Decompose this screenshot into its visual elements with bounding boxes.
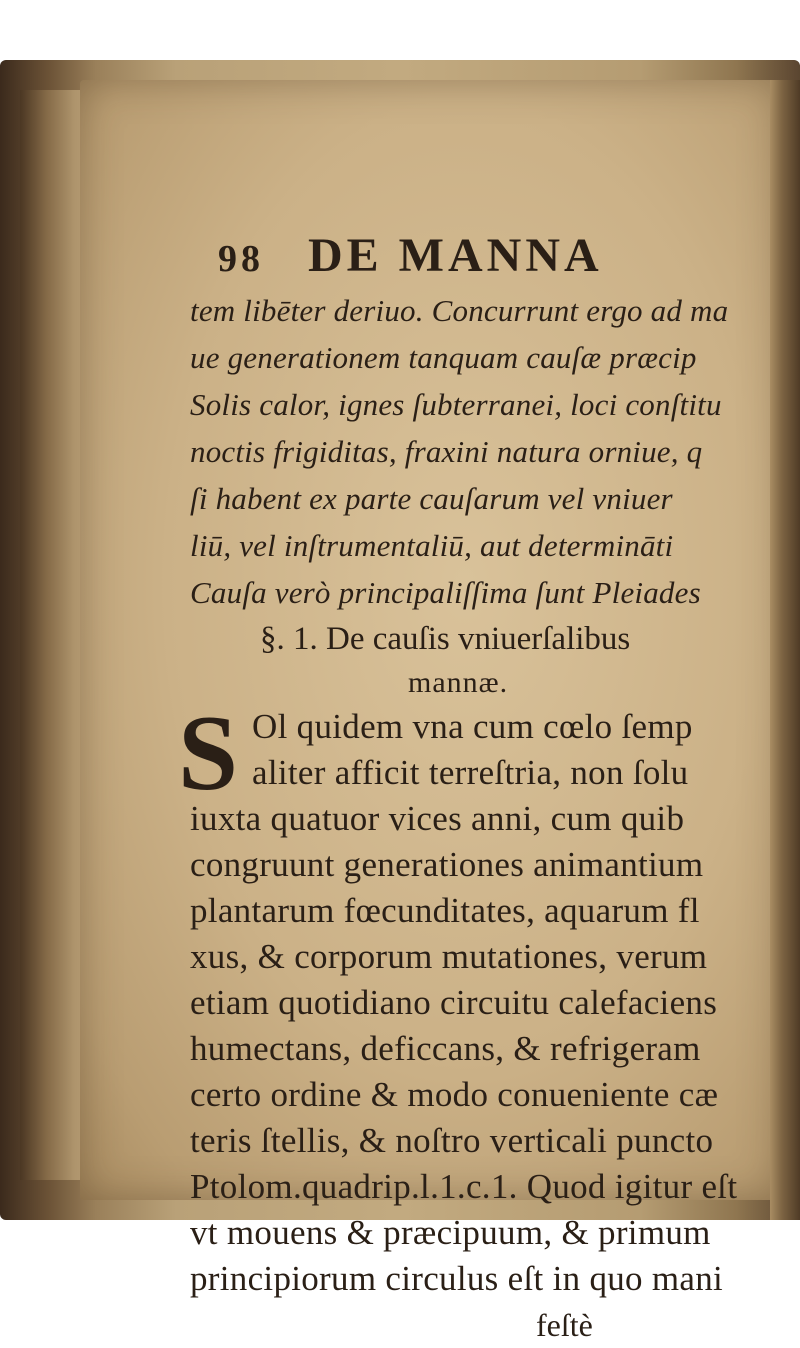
right-page-edge bbox=[770, 80, 800, 1220]
page-text bbox=[178, 228, 770, 1348]
text-line: ue generationem tanquam cauſæ præcip bbox=[190, 340, 697, 375]
text-line: noctis frigiditas, fraxini natura orniue, q bbox=[190, 434, 703, 469]
text-line: liū, vel inſtrumentaliū, aut determināti bbox=[190, 528, 674, 563]
running-header bbox=[218, 228, 770, 287]
text-line: Ptolom.quadrip.l.1.c.1. Quod igitur eſt bbox=[190, 1167, 738, 1206]
running-title: DE MANNA bbox=[308, 229, 603, 282]
text-line: etiam quotidiano circuitu calefaciens bbox=[190, 983, 718, 1022]
text-line: principiorum circulus eſt in quo mani bbox=[190, 1259, 724, 1298]
text-line: plantarum fœcunditates, aquarum fl bbox=[190, 891, 700, 930]
text-line: xus, & corporum mutationes, verum bbox=[190, 937, 708, 976]
text-line: iuxta quatuor vices anni, cum quib bbox=[190, 799, 685, 838]
text-line: Ol quidem vna cum cœlo ſemp bbox=[252, 707, 693, 746]
text-line: vt mouens & præcipuum, & primum bbox=[190, 1213, 711, 1252]
text-line: humectans, deficcans, & refrigeram bbox=[190, 1029, 701, 1068]
section-heading: §. 1. De cauſis vniuerſalibus bbox=[260, 621, 631, 657]
opening-paragraph bbox=[178, 694, 770, 813]
text-line: tem libēter deriuo. Concurrunt ergo ad ma bbox=[190, 293, 729, 328]
catchword: feſtè bbox=[536, 1307, 593, 1343]
drop-cap: S bbox=[178, 694, 239, 813]
text-line: aliter afficit terreſtria, non ſolu bbox=[252, 753, 689, 792]
text-line: Cauſa verò principaliſſima ſunt Pleiades bbox=[190, 575, 701, 610]
text-line: certo ordine & modo conueniente cæ bbox=[190, 1075, 719, 1114]
text-line: Solis calor, ignes ſubterranei, loci conſtitu bbox=[190, 387, 722, 422]
text-line: congruunt generationes animantium bbox=[190, 845, 704, 884]
page-number: 98 bbox=[218, 238, 264, 280]
section-heading-continued: mannæ. bbox=[408, 666, 509, 699]
text-line: ſi habent ex parte cauſarum vel vniuer bbox=[190, 481, 673, 516]
text-line: teris ſtellis, & noſtro verticali puncto bbox=[190, 1121, 714, 1160]
